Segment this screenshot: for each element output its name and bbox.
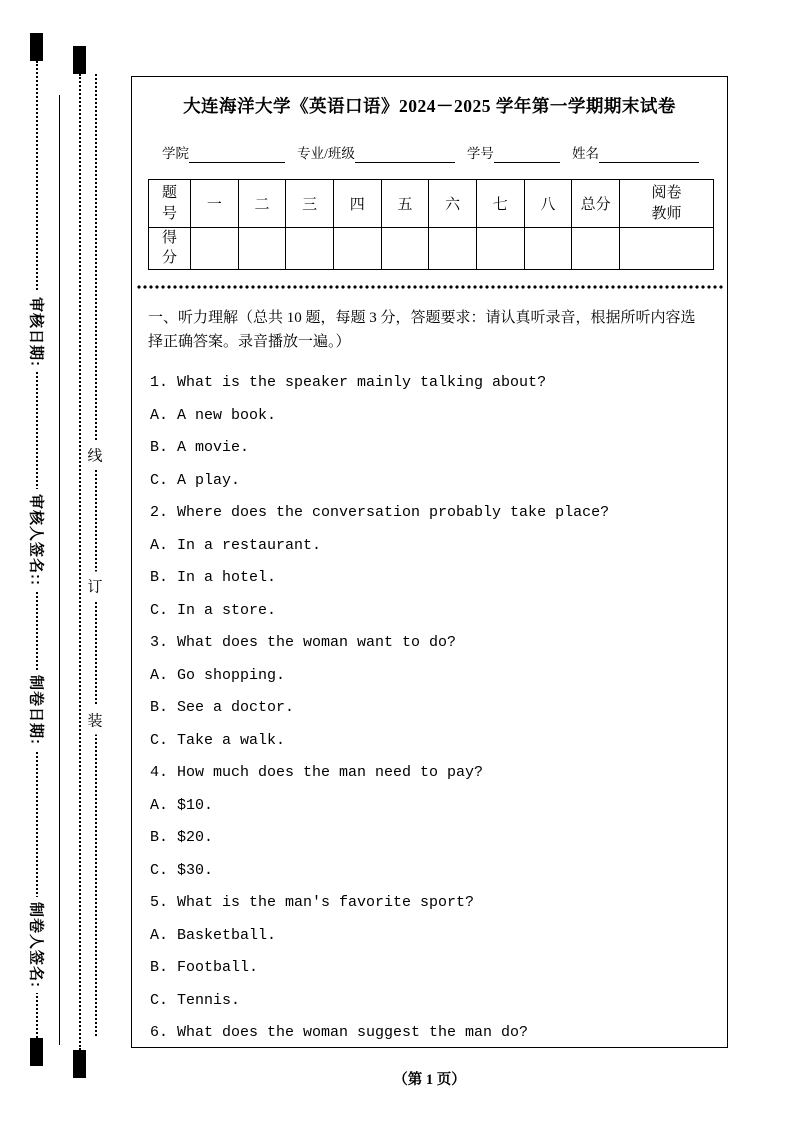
score-table-header-row: [149, 180, 714, 228]
score-table-score-row: [149, 228, 714, 270]
question-option: C. Take a walk.: [150, 731, 286, 749]
binding-mark-bar: [30, 33, 43, 61]
score-table-col-header: 六: [429, 180, 477, 228]
question-option: A. In a restaurant.: [150, 536, 322, 554]
question-option: B. See a doctor.: [150, 699, 295, 716]
question-option: C. In a store.: [150, 601, 277, 619]
signature-fill-line: [59, 95, 60, 1045]
question-option: C. A play.: [150, 471, 241, 489]
score-table-row1-label: 题号: [161, 185, 177, 222]
binding-mark-bar: [30, 1038, 43, 1066]
score-table-col-header: [620, 180, 714, 228]
score-table-col-header: 八: [524, 180, 572, 228]
field-label-college: 学院: [162, 146, 189, 161]
question-option: A. Basketball.: [150, 926, 277, 944]
score-table: [148, 179, 714, 270]
score-table-col-header: 七: [476, 180, 524, 228]
score-table-col-header: 四: [333, 180, 381, 228]
score-table-row2-label: 得分: [161, 230, 177, 267]
field-major-class: [297, 142, 455, 163]
field-college: [162, 142, 285, 163]
question-option: A. Go shopping.: [150, 666, 286, 684]
binding-dotted-line: [95, 74, 97, 1036]
score-cell-empty: [620, 228, 714, 270]
question-text: 2. Where does the conversation probably take place?: [150, 504, 610, 521]
question-option: A. A new book.: [150, 406, 277, 424]
score-table-grader-label: 阅卷教师: [651, 185, 682, 222]
questions-list: [148, 375, 711, 1041]
field-name: [572, 142, 699, 163]
score-table-col-header: 三: [286, 180, 334, 228]
score-table-col-header: 一: [191, 180, 239, 228]
binding-line-char: 装: [86, 706, 103, 735]
score-table-corner-cell: [149, 180, 191, 228]
binding-mark-bar: [73, 46, 86, 74]
question-text: 6. What does the woman suggest the man do?: [150, 1024, 529, 1041]
question-option: B. A movie.: [150, 439, 250, 456]
question-text: 3. What does the woman want to do?: [150, 634, 457, 651]
score-table-col-header: 五: [381, 180, 429, 228]
page-number-footer: （第 1 页）: [393, 1072, 466, 1088]
score-cell-empty: [381, 228, 429, 270]
score-cell-empty: [238, 228, 286, 270]
margin-label-reviewer-signature: 审核人签名::: [27, 489, 48, 591]
binding-mark-bar: [73, 1050, 86, 1078]
question-text: 4. How much does the man need to pay?: [150, 764, 484, 781]
dotted-separator: [136, 284, 723, 290]
margin-label-paper-maker-signature: 制卷人签名:: [27, 897, 48, 993]
field-student-id: [467, 142, 560, 163]
section-heading: 一、听力理解（总共 10 题，每题 3 分，答题要求：请认真听录音，根据所听内容选择正确答案。录音播放一遍。）: [148, 309, 696, 351]
field-blank-student-id: [494, 148, 560, 163]
score-cell-empty: [286, 228, 334, 270]
field-blank-name: [599, 148, 699, 163]
binding-line-char: 线: [86, 441, 103, 470]
binding-line-char: 订: [86, 572, 103, 601]
question-option: B. Football.: [150, 959, 259, 976]
score-cell-empty: [524, 228, 572, 270]
question-text: 1. What is the speaker mainly talking about?: [150, 374, 547, 391]
exam-title: 大连海洋大学《英语口语》2024－2025 学年第一学期期末试卷: [183, 96, 676, 116]
question-option: B. $20.: [150, 829, 214, 846]
question-option: C. $30.: [150, 861, 214, 879]
field-blank-college: [189, 148, 285, 163]
question-option: B. In a hotel.: [150, 569, 277, 586]
question-option: C. Tennis.: [150, 991, 241, 1009]
score-cell-empty: [429, 228, 477, 270]
score-cell-empty: [191, 228, 239, 270]
binding-dotted-line: [79, 74, 81, 1050]
field-blank-major-class: [355, 148, 455, 163]
margin-label-review-date: 审核日期:: [27, 292, 48, 372]
score-cell-empty: [476, 228, 524, 270]
score-table-col-header: 总分: [572, 180, 620, 228]
margin-label-paper-date: 制卷日期:: [27, 670, 48, 750]
student-info-row: [148, 142, 711, 163]
field-label-student-id: 学号: [466, 146, 494, 161]
field-label-name: 姓名: [572, 146, 599, 161]
score-cell-empty: [333, 228, 381, 270]
question-option: A. $10.: [150, 796, 214, 814]
score-table-row2-cell: [149, 228, 191, 270]
score-table-col-header: 二: [238, 180, 286, 228]
question-text: 5. What is the man's favorite sport?: [150, 894, 475, 911]
score-cell-empty: [572, 228, 620, 270]
exam-content-box: [131, 76, 728, 1048]
field-label-major-class: 专业/班级: [297, 146, 355, 161]
